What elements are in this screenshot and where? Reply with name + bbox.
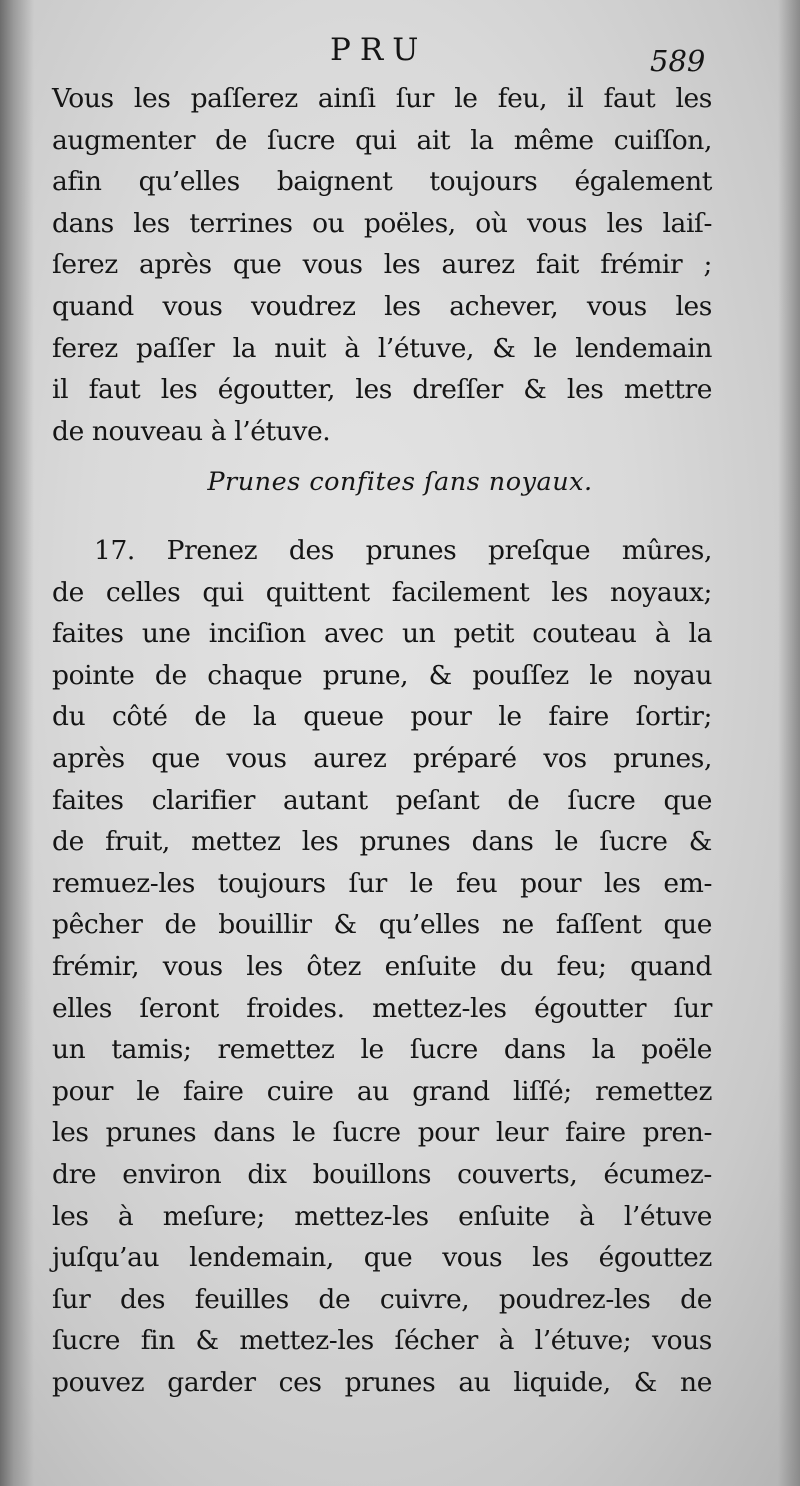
text-line: augmenter de ſucre qui ait la même cuiſſon,: [52, 124, 712, 156]
text-line: du côté de la queue pour le faire ſortir;: [52, 701, 712, 733]
text-line: faites une inciſion avec un petit couteau à la: [52, 618, 712, 650]
text-line: pouvez garder ces prunes au liquide, & ne: [52, 1366, 712, 1398]
text-line: ſucre fin & mettez-les ſécher à l’étuve; vous: [52, 1325, 712, 1357]
page-number: 589: [650, 44, 706, 78]
text-line: de fruit, mettez les prunes dans le ſucre &: [52, 826, 712, 858]
text-line: pointe de chaque prune, & pouſſez le noyau: [52, 659, 712, 691]
text-line: juſqu’au lendemain, que vous les égouttez: [52, 1242, 712, 1274]
section-heading: Prunes confites ſans noyaux.: [207, 467, 593, 497]
text-line: pour le faire cuire au grand liſſé; remettez: [52, 1075, 712, 1107]
text-line: pêcher de bouillir & qu’elles ne faſſent que: [52, 909, 712, 941]
text-line: dans les terrines ou poëles, où vous les laiſ-: [52, 207, 712, 239]
text-line: Vous les paſſerez ainſi ſur le feu, il faut les: [52, 83, 712, 114]
text-line: il faut les égoutter, les dreſſer & les mettre: [52, 374, 712, 406]
text-line: de nouveau à l’étuve.: [52, 415, 331, 447]
text-line: ſur des feuilles de cuivre, poudrez-les de: [52, 1283, 712, 1315]
text-line: ferez paſſer la nuit à l’étuve, & le lendemain: [52, 332, 712, 364]
recipe-paragraph: [52, 530, 712, 1403]
text-line: 17. Prenez des prunes preſque mûres,: [94, 535, 712, 566]
text-line: remuez-les toujours ſur le feu pour les em-: [52, 867, 712, 899]
text-line: elles ſeront froides. mettez-les égoutter ſur: [52, 992, 712, 1024]
text-line: de celles qui quittent facilement les noyaux;: [52, 576, 712, 608]
text-line: frémir, vous les ôtez enſuite du feu; quand: [52, 950, 712, 982]
page-header: [0, 28, 800, 76]
text-line: un tamis; remettez le ſucre dans la poële: [52, 1034, 712, 1066]
text-line: les à meſure; mettez-les enſuite à l’étuve: [52, 1200, 712, 1232]
text-line: dre environ dix bouillons couverts, écumez-: [52, 1158, 712, 1190]
text-line: les prunes dans le ſucre pour leur faire pren-: [52, 1117, 712, 1149]
text-line: ſerez après que vous les aurez fait frémir ;: [52, 249, 712, 281]
text-line: faites clarifier autant peſant de ſucre que: [52, 784, 712, 816]
continued-paragraph: [52, 78, 712, 452]
running-head: PRU: [330, 32, 428, 68]
text-line: quand vous voudrez les achever, vous les: [52, 290, 712, 322]
text-line: afin qu’elles baignent toujours également: [52, 166, 712, 198]
text-line: après que vous aurez préparé vos prunes,: [52, 742, 712, 774]
